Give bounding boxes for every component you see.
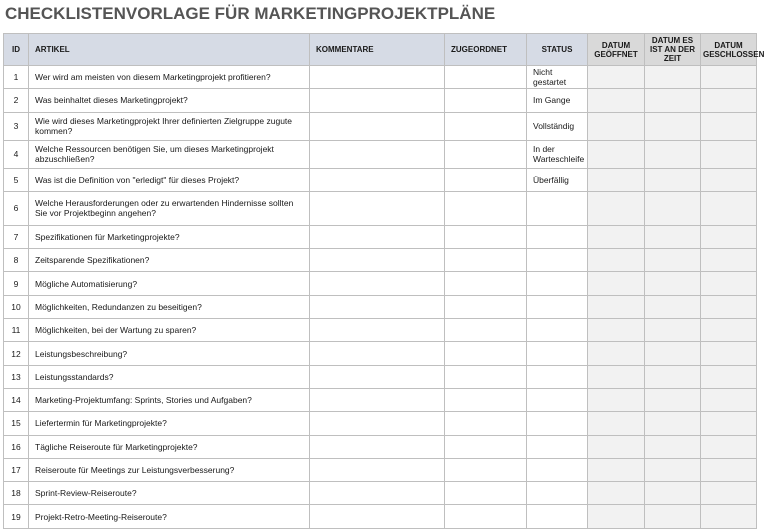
column-header-datum-zeit[interactable]: DATUM ES IST AN DER ZEIT <box>645 34 701 66</box>
table-row <box>4 191 757 225</box>
cell-datum-geschlossen[interactable] <box>701 66 757 89</box>
cell-artikel[interactable]: Sprint-Review-Reiseroute? <box>29 482 310 505</box>
table-row <box>4 89 757 112</box>
cell-zugeordnet[interactable] <box>445 249 527 272</box>
cell-id[interactable]: 17 <box>4 458 29 481</box>
cell-artikel[interactable]: Welche Ressourcen benötigen Sie, um dieses Marketingprojekt abzuschließen? <box>29 140 310 168</box>
cell-kommentare[interactable] <box>310 388 445 411</box>
column-header-artikel[interactable]: ARTIKEL <box>29 34 310 66</box>
table-row <box>4 140 757 168</box>
cell-datum-geoeffnet[interactable] <box>588 342 645 365</box>
cell-status[interactable]: In der Warteschleife <box>527 140 588 168</box>
cell-datum-geschlossen[interactable] <box>701 319 757 342</box>
cell-datum-zeit[interactable] <box>645 482 701 505</box>
cell-artikel[interactable]: Was ist die Definition von "erledigt" für dieses Projekt? <box>29 168 310 191</box>
cell-id[interactable]: 16 <box>4 435 29 458</box>
cell-datum-geoeffnet[interactable] <box>588 365 645 388</box>
cell-zugeordnet[interactable] <box>445 458 527 481</box>
cell-datum-zeit[interactable] <box>645 112 701 140</box>
cell-status[interactable] <box>527 191 588 225</box>
cell-artikel[interactable]: Liefertermin für Marketingprojekte? <box>29 412 310 435</box>
cell-datum-zeit[interactable] <box>645 66 701 89</box>
table-row <box>4 112 757 140</box>
cell-zugeordnet[interactable] <box>445 225 527 248</box>
table-row <box>4 295 757 318</box>
cell-datum-geschlossen[interactable] <box>701 295 757 318</box>
cell-kommentare[interactable] <box>310 225 445 248</box>
table-row <box>4 272 757 295</box>
cell-datum-geoeffnet[interactable] <box>588 191 645 225</box>
cell-datum-zeit[interactable] <box>645 168 701 191</box>
cell-datum-geschlossen[interactable] <box>701 89 757 112</box>
cell-datum-zeit[interactable] <box>645 435 701 458</box>
cell-status[interactable] <box>527 225 588 248</box>
cell-status[interactable] <box>527 342 588 365</box>
cell-status[interactable] <box>527 249 588 272</box>
cell-artikel[interactable]: Mögliche Automatisierung? <box>29 272 310 295</box>
header-row <box>4 34 757 66</box>
cell-status[interactable] <box>527 505 588 528</box>
cell-datum-geschlossen[interactable] <box>701 412 757 435</box>
cell-datum-zeit[interactable] <box>645 412 701 435</box>
cell-datum-geoeffnet[interactable] <box>588 89 645 112</box>
cell-artikel[interactable]: Marketing-Projektumfang: Sprints, Stories und Aufgaben? <box>29 388 310 411</box>
cell-datum-geoeffnet[interactable] <box>588 272 645 295</box>
cell-artikel[interactable]: Leistungsbeschreibung? <box>29 342 310 365</box>
cell-datum-geschlossen[interactable] <box>701 388 757 411</box>
table-row <box>4 412 757 435</box>
cell-datum-geschlossen[interactable] <box>701 140 757 168</box>
cell-artikel[interactable]: Tägliche Reiseroute für Marketingprojekte? <box>29 435 310 458</box>
cell-zugeordnet[interactable] <box>445 388 527 411</box>
cell-datum-geoeffnet[interactable] <box>588 249 645 272</box>
cell-status[interactable] <box>527 435 588 458</box>
cell-datum-geoeffnet[interactable] <box>588 482 645 505</box>
column-header-kommentare[interactable]: KOMMENTARE <box>310 34 445 66</box>
cell-datum-geschlossen[interactable] <box>701 365 757 388</box>
cell-datum-geoeffnet[interactable] <box>588 319 645 342</box>
column-header-datum-geschlossen[interactable]: DATUM GESCHLOSSEN <box>701 34 757 66</box>
page-title: CHECKLISTENVORLAGE FÜR MARKETINGPROJEKTPLÄNE <box>5 4 496 23</box>
cell-zugeordnet[interactable] <box>445 191 527 225</box>
cell-datum-geschlossen[interactable] <box>701 112 757 140</box>
cell-status[interactable] <box>527 388 588 411</box>
cell-kommentare[interactable] <box>310 249 445 272</box>
cell-kommentare[interactable] <box>310 112 445 140</box>
cell-kommentare[interactable] <box>310 295 445 318</box>
cell-datum-geoeffnet[interactable] <box>588 140 645 168</box>
table-row <box>4 342 757 365</box>
cell-datum-geoeffnet[interactable] <box>588 66 645 89</box>
cell-artikel[interactable]: Leistungsstandards? <box>29 365 310 388</box>
cell-datum-geoeffnet[interactable] <box>588 168 645 191</box>
cell-zugeordnet[interactable] <box>445 505 527 528</box>
cell-datum-geschlossen[interactable] <box>701 342 757 365</box>
cell-zugeordnet[interactable] <box>445 412 527 435</box>
cell-datum-zeit[interactable] <box>645 295 701 318</box>
cell-zugeordnet[interactable] <box>445 342 527 365</box>
cell-status[interactable] <box>527 295 588 318</box>
cell-status[interactable]: Nicht gestartet <box>527 66 588 89</box>
cell-id[interactable]: 9 <box>4 272 29 295</box>
cell-id[interactable]: 6 <box>4 191 29 225</box>
checklist-table <box>3 33 764 529</box>
cell-datum-zeit[interactable] <box>645 191 701 225</box>
table-row <box>4 225 757 248</box>
cell-id[interactable]: 7 <box>4 225 29 248</box>
cell-kommentare[interactable] <box>310 435 445 458</box>
table-row <box>4 66 757 89</box>
cell-zugeordnet[interactable] <box>445 168 527 191</box>
cell-kommentare[interactable] <box>310 89 445 112</box>
cell-kommentare[interactable] <box>310 412 445 435</box>
cell-datum-geoeffnet[interactable] <box>588 458 645 481</box>
cell-datum-zeit[interactable] <box>645 505 701 528</box>
cell-id[interactable]: 14 <box>4 388 29 411</box>
cell-kommentare[interactable] <box>310 272 445 295</box>
cell-datum-geoeffnet[interactable] <box>588 225 645 248</box>
cell-datum-zeit[interactable] <box>645 249 701 272</box>
cell-id[interactable]: 13 <box>4 365 29 388</box>
cell-zugeordnet[interactable] <box>445 89 527 112</box>
cell-datum-geschlossen[interactable] <box>701 168 757 191</box>
cell-id[interactable]: 8 <box>4 249 29 272</box>
cell-artikel[interactable]: Möglichkeiten, bei der Wartung zu sparen? <box>29 319 310 342</box>
cell-datum-zeit[interactable] <box>645 458 701 481</box>
cell-artikel[interactable]: Reiseroute für Meetings zur Leistungsverbesserung? <box>29 458 310 481</box>
cell-zugeordnet[interactable] <box>445 112 527 140</box>
cell-status[interactable]: Überfällig <box>527 168 588 191</box>
cell-artikel[interactable]: Was beinhaltet dieses Marketingprojekt? <box>29 89 310 112</box>
column-header-id[interactable]: ID <box>4 34 29 66</box>
cell-datum-zeit[interactable] <box>645 140 701 168</box>
cell-kommentare[interactable] <box>310 66 445 89</box>
cell-id[interactable]: 15 <box>4 412 29 435</box>
cell-kommentare[interactable] <box>310 319 445 342</box>
cell-id[interactable]: 1 <box>4 66 29 89</box>
cell-datum-geschlossen[interactable] <box>701 482 757 505</box>
cell-artikel[interactable]: Möglichkeiten, Redundanzen zu beseitigen? <box>29 295 310 318</box>
cell-artikel[interactable]: Spezifikationen für Marketingprojekte? <box>29 225 310 248</box>
table-row <box>4 388 757 411</box>
cell-id[interactable]: 5 <box>4 168 29 191</box>
cell-datum-zeit[interactable] <box>645 319 701 342</box>
cell-status[interactable] <box>527 412 588 435</box>
table-row <box>4 319 757 342</box>
cell-id[interactable]: 12 <box>4 342 29 365</box>
cell-kommentare[interactable] <box>310 140 445 168</box>
table-row <box>4 365 757 388</box>
cell-zugeordnet[interactable] <box>445 482 527 505</box>
cell-kommentare[interactable] <box>310 458 445 481</box>
cell-id[interactable]: 3 <box>4 112 29 140</box>
cell-zugeordnet[interactable] <box>445 319 527 342</box>
cell-datum-zeit[interactable] <box>645 89 701 112</box>
cell-status[interactable] <box>527 482 588 505</box>
cell-kommentare[interactable] <box>310 191 445 225</box>
cell-datum-zeit[interactable] <box>645 365 701 388</box>
table-row <box>4 505 757 528</box>
column-header-datum-geoeffnet[interactable]: DATUM GEÖFFNET <box>588 34 645 66</box>
cell-datum-zeit[interactable] <box>645 388 701 411</box>
cell-datum-geoeffnet[interactable] <box>588 112 645 140</box>
cell-status[interactable] <box>527 458 588 481</box>
cell-id[interactable]: 18 <box>4 482 29 505</box>
cell-artikel[interactable]: Welche Herausforderungen oder zu erwartenden Hindernisse sollten Sie vor Projektbeginn angehen? <box>29 191 310 225</box>
cell-status[interactable]: Vollständig <box>527 112 588 140</box>
cell-datum-geschlossen[interactable] <box>701 458 757 481</box>
cell-zugeordnet[interactable] <box>445 295 527 318</box>
cell-zugeordnet[interactable] <box>445 365 527 388</box>
cell-datum-geoeffnet[interactable] <box>588 435 645 458</box>
cell-kommentare[interactable] <box>310 168 445 191</box>
cell-status[interactable] <box>527 272 588 295</box>
cell-status[interactable] <box>527 319 588 342</box>
table-row <box>4 168 757 191</box>
cell-datum-zeit[interactable] <box>645 272 701 295</box>
cell-id[interactable]: 10 <box>4 295 29 318</box>
cell-id[interactable]: 2 <box>4 89 29 112</box>
cell-id[interactable]: 4 <box>4 140 29 168</box>
cell-datum-zeit[interactable] <box>645 342 701 365</box>
cell-status[interactable]: Im Gange <box>527 89 588 112</box>
table-row <box>4 249 757 272</box>
cell-datum-zeit[interactable] <box>645 225 701 248</box>
table-row <box>4 435 757 458</box>
cell-status[interactable] <box>527 365 588 388</box>
cell-artikel[interactable]: Wie wird dieses Marketingprojekt Ihrer definierten Zielgruppe zugute kommen? <box>29 112 310 140</box>
cell-datum-geoeffnet[interactable] <box>588 388 645 411</box>
cell-zugeordnet[interactable] <box>445 140 527 168</box>
cell-zugeordnet[interactable] <box>445 272 527 295</box>
cell-kommentare[interactable] <box>310 482 445 505</box>
cell-datum-geschlossen[interactable] <box>701 435 757 458</box>
cell-datum-geschlossen[interactable] <box>701 249 757 272</box>
table-row <box>4 458 757 481</box>
cell-kommentare[interactable] <box>310 365 445 388</box>
cell-artikel[interactable]: Projekt-Retro-Meeting-Reiseroute? <box>29 505 310 528</box>
cell-id[interactable]: 19 <box>4 505 29 528</box>
column-header-zugeordnet[interactable]: ZUGEORDNET <box>445 34 527 66</box>
cell-zugeordnet[interactable] <box>445 435 527 458</box>
cell-kommentare[interactable] <box>310 342 445 365</box>
cell-artikel[interactable]: Wer wird am meisten von diesem Marketingprojekt profitieren? <box>29 66 310 89</box>
cell-datum-geoeffnet[interactable] <box>588 412 645 435</box>
cell-kommentare[interactable] <box>310 505 445 528</box>
cell-zugeordnet[interactable] <box>445 66 527 89</box>
cell-datum-geschlossen[interactable] <box>701 272 757 295</box>
column-header-status[interactable]: STATUS <box>527 34 588 66</box>
cell-datum-geschlossen[interactable] <box>701 225 757 248</box>
cell-datum-geschlossen[interactable] <box>701 191 757 225</box>
cell-datum-geschlossen[interactable] <box>701 505 757 528</box>
cell-datum-geoeffnet[interactable] <box>588 295 645 318</box>
cell-id[interactable]: 11 <box>4 319 29 342</box>
cell-datum-geoeffnet[interactable] <box>588 505 645 528</box>
cell-artikel[interactable]: Zeitsparende Spezifikationen? <box>29 249 310 272</box>
table-row <box>4 482 757 505</box>
